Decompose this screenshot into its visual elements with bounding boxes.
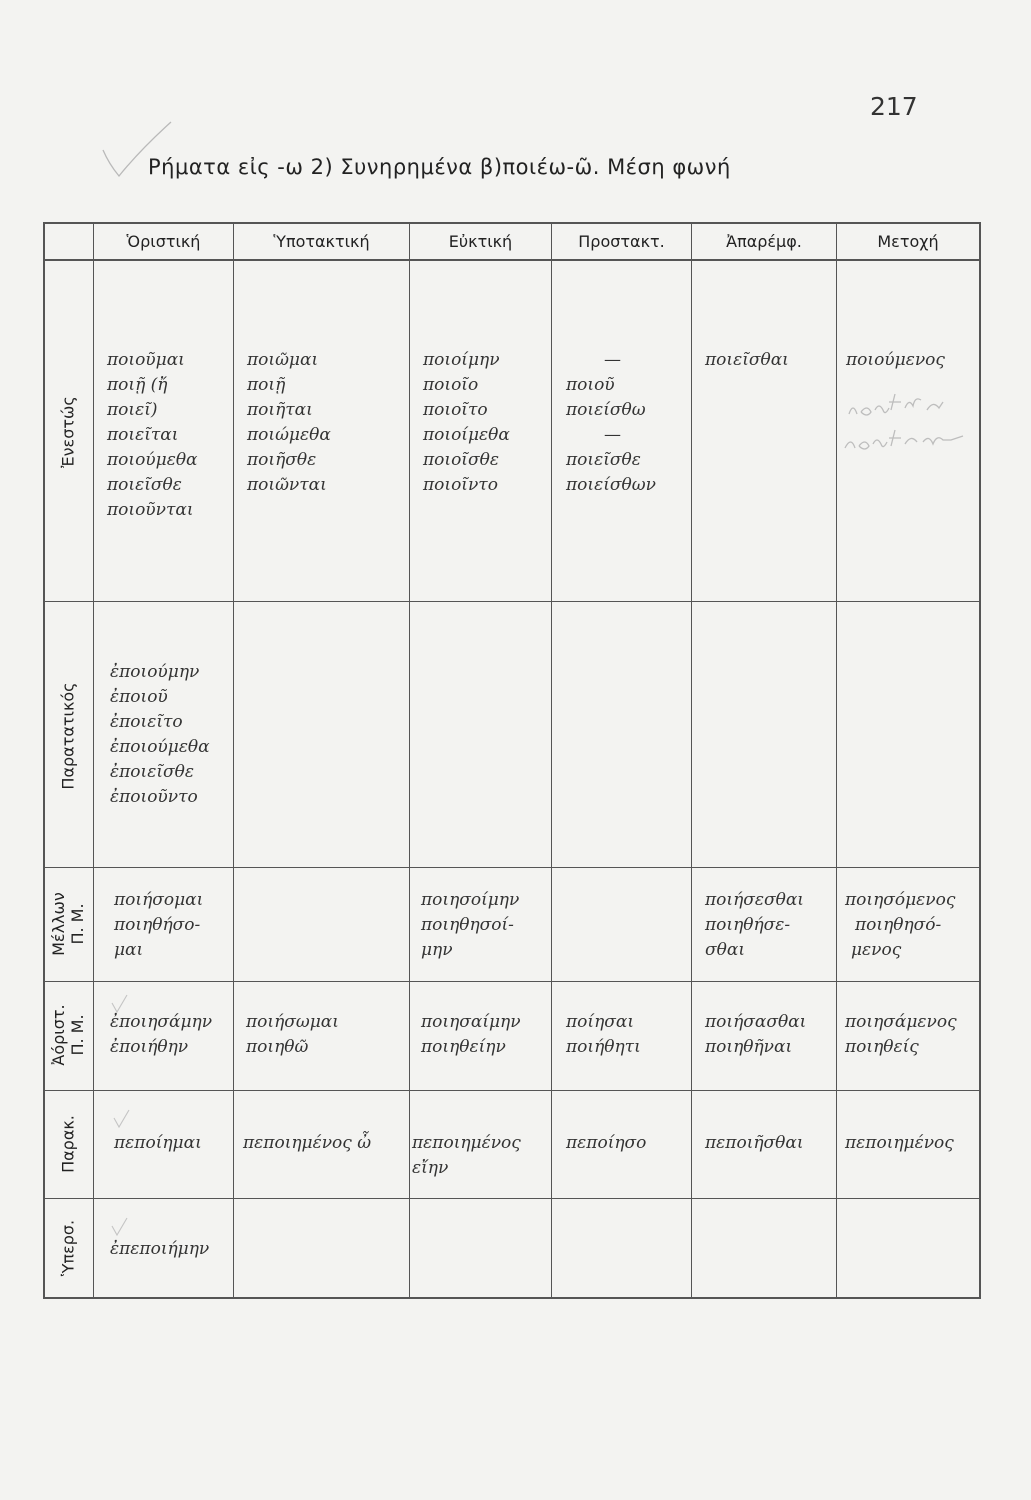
form: ποιείσθων [566, 475, 656, 495]
form: ποιείσθω [566, 400, 646, 420]
form: μην [421, 940, 453, 960]
form: ἐποιεῖτο [110, 712, 183, 732]
present-indicative [107, 348, 198, 523]
form: πεποιημένος [412, 1133, 521, 1153]
perfect-indicative [114, 1131, 202, 1156]
form: ποιήσομαι [114, 890, 204, 910]
row-label-aorist-line1: Ἀόριστ. [49, 1004, 68, 1066]
form: σθαι [705, 940, 745, 960]
form: ποιώμεθα [247, 425, 331, 445]
pencil-tick-mark [110, 993, 130, 1015]
pencil-tick-mark [112, 1108, 132, 1130]
form: ποιῆται [247, 400, 313, 420]
form: ποιηθήσο- [114, 915, 201, 935]
form: ποιοῖντο [423, 475, 498, 495]
form: ἐποιούμεθα [110, 737, 210, 757]
future-optative [421, 888, 519, 963]
imperfect-indicative [110, 660, 210, 810]
form: μενος [851, 940, 902, 960]
perfect-subjunctive [243, 1131, 371, 1156]
form: ποιοῦ [566, 375, 615, 395]
present-imperative [566, 348, 656, 498]
future-infinitive [705, 888, 804, 963]
aorist-indicative [110, 1010, 212, 1060]
header-subjunctive: Ὑποτακτική [273, 232, 370, 251]
form: ἐποιησάμην [110, 1012, 213, 1032]
form: πεποίημαι [114, 1133, 202, 1153]
form: ποιεῖται [107, 425, 179, 445]
form: εἴην [412, 1158, 449, 1178]
form: ποιήθητι [566, 1037, 641, 1057]
row-label-pluperfect: Ὑπερσ. [58, 1219, 78, 1277]
pluperfect-indicative [110, 1237, 209, 1262]
form: ποιηθησοί- [421, 915, 514, 935]
form: ποιοίμεθα [423, 425, 510, 445]
page-number: 217 [870, 92, 918, 121]
row-label-perfect: Παρακ. [58, 1115, 78, 1173]
header-optative: Εὐκτική [448, 232, 513, 251]
form: ποιεῖ) [107, 400, 158, 420]
form: ποιούμενος [846, 350, 945, 370]
form: ποιεῖσθε [107, 475, 182, 495]
form: ἐποιοῦ [110, 687, 168, 707]
form: ποιήσεσθαι [705, 890, 804, 910]
form: πεποιῆσθαι [705, 1133, 804, 1153]
row-label-future-line1: Μέλλων [49, 892, 68, 956]
form: ποιοῖο [423, 375, 479, 395]
row-label-imperfect: Παρατατικός [58, 682, 78, 790]
form: ποίησαι [566, 1012, 635, 1032]
form: ποιησοίμην [421, 890, 520, 910]
form: ποιοίμην [423, 350, 500, 370]
form: ποιηθησό- [855, 915, 942, 935]
form: ἐποιούμην [110, 662, 200, 682]
perfect-imperative [566, 1131, 646, 1156]
form: ἐποιήθην [110, 1037, 189, 1057]
perfect-participle [845, 1131, 954, 1156]
form: ποιηθήσε- [705, 915, 791, 935]
aorist-imperative [566, 1010, 641, 1060]
row-label-future-line2: Π. Μ. [68, 903, 87, 945]
handwritten-scribble [843, 380, 983, 460]
future-participle [845, 888, 955, 963]
form: ποιηθῶ [246, 1037, 309, 1057]
row-label-aorist-line2: Π. Μ. [68, 1014, 87, 1056]
form: ἐποιεῖσθε [110, 762, 194, 782]
form: ποιῇ [247, 375, 286, 395]
row-label-present: Ἐνεστώς [58, 396, 78, 468]
header-imperative: Προστακτ. [578, 232, 665, 251]
page-title: Ρήματα εἰς -ω 2) Συνηρημένα β)ποιέω-ῶ. Μέση φωνή [148, 155, 731, 179]
form: ποιοῦνται [107, 500, 194, 520]
aorist-subjunctive [246, 1010, 339, 1060]
form: ποιοῖσθε [423, 450, 499, 470]
form: ποιήσωμαι [246, 1012, 339, 1032]
pencil-tick-mark [110, 1216, 130, 1238]
form: ποιηθῆναι [705, 1037, 793, 1057]
form: — [604, 425, 621, 445]
form: πεποίησο [566, 1133, 647, 1153]
form: ποιηθείην [421, 1037, 506, 1057]
form: ποιούμεθα [107, 450, 198, 470]
row-label-aorist [49, 1004, 87, 1065]
form: ποιῶνται [247, 475, 327, 495]
aorist-infinitive [705, 1010, 806, 1060]
header-indicative: Ὁριστική [126, 232, 201, 251]
present-participle [846, 348, 945, 373]
present-subjunctive [247, 348, 331, 498]
form: ποιήσασθαι [705, 1012, 807, 1032]
form: ποιῶμαι [247, 350, 319, 370]
header-infinitive: Ἀπαρέμφ. [726, 232, 802, 251]
form: μαι [114, 940, 144, 960]
perfect-infinitive [705, 1131, 804, 1156]
form: ποιοῖτο [423, 400, 488, 420]
form: ἐποιοῦντο [110, 787, 198, 807]
form: πεποιημένος [845, 1133, 954, 1153]
perfect-optative [412, 1131, 521, 1181]
row-label-future [49, 892, 87, 956]
form: ποιησάμενος [845, 1012, 957, 1032]
form: πεποιημένος ὦ [243, 1133, 372, 1153]
form: ποιῆσθε [247, 450, 317, 470]
form: ποιῇ (ἤ [107, 375, 168, 395]
future-indicative [114, 888, 203, 963]
aorist-optative [421, 1010, 521, 1060]
form: ποιηθείς [845, 1037, 919, 1057]
form: ποιησόμενος [845, 890, 956, 910]
form: ποιησαίμην [421, 1012, 521, 1032]
aorist-participle [845, 1010, 957, 1060]
header-participle: Μετοχή [877, 232, 939, 251]
form: ποιοῦμαι [107, 350, 185, 370]
form: ἐπεποιήμην [110, 1239, 210, 1259]
form: — [604, 350, 621, 370]
form: ποιεῖσθαι [705, 350, 789, 370]
present-infinitive [705, 348, 789, 373]
present-optative [423, 348, 510, 498]
form: ποιεῖσθε [566, 450, 641, 470]
